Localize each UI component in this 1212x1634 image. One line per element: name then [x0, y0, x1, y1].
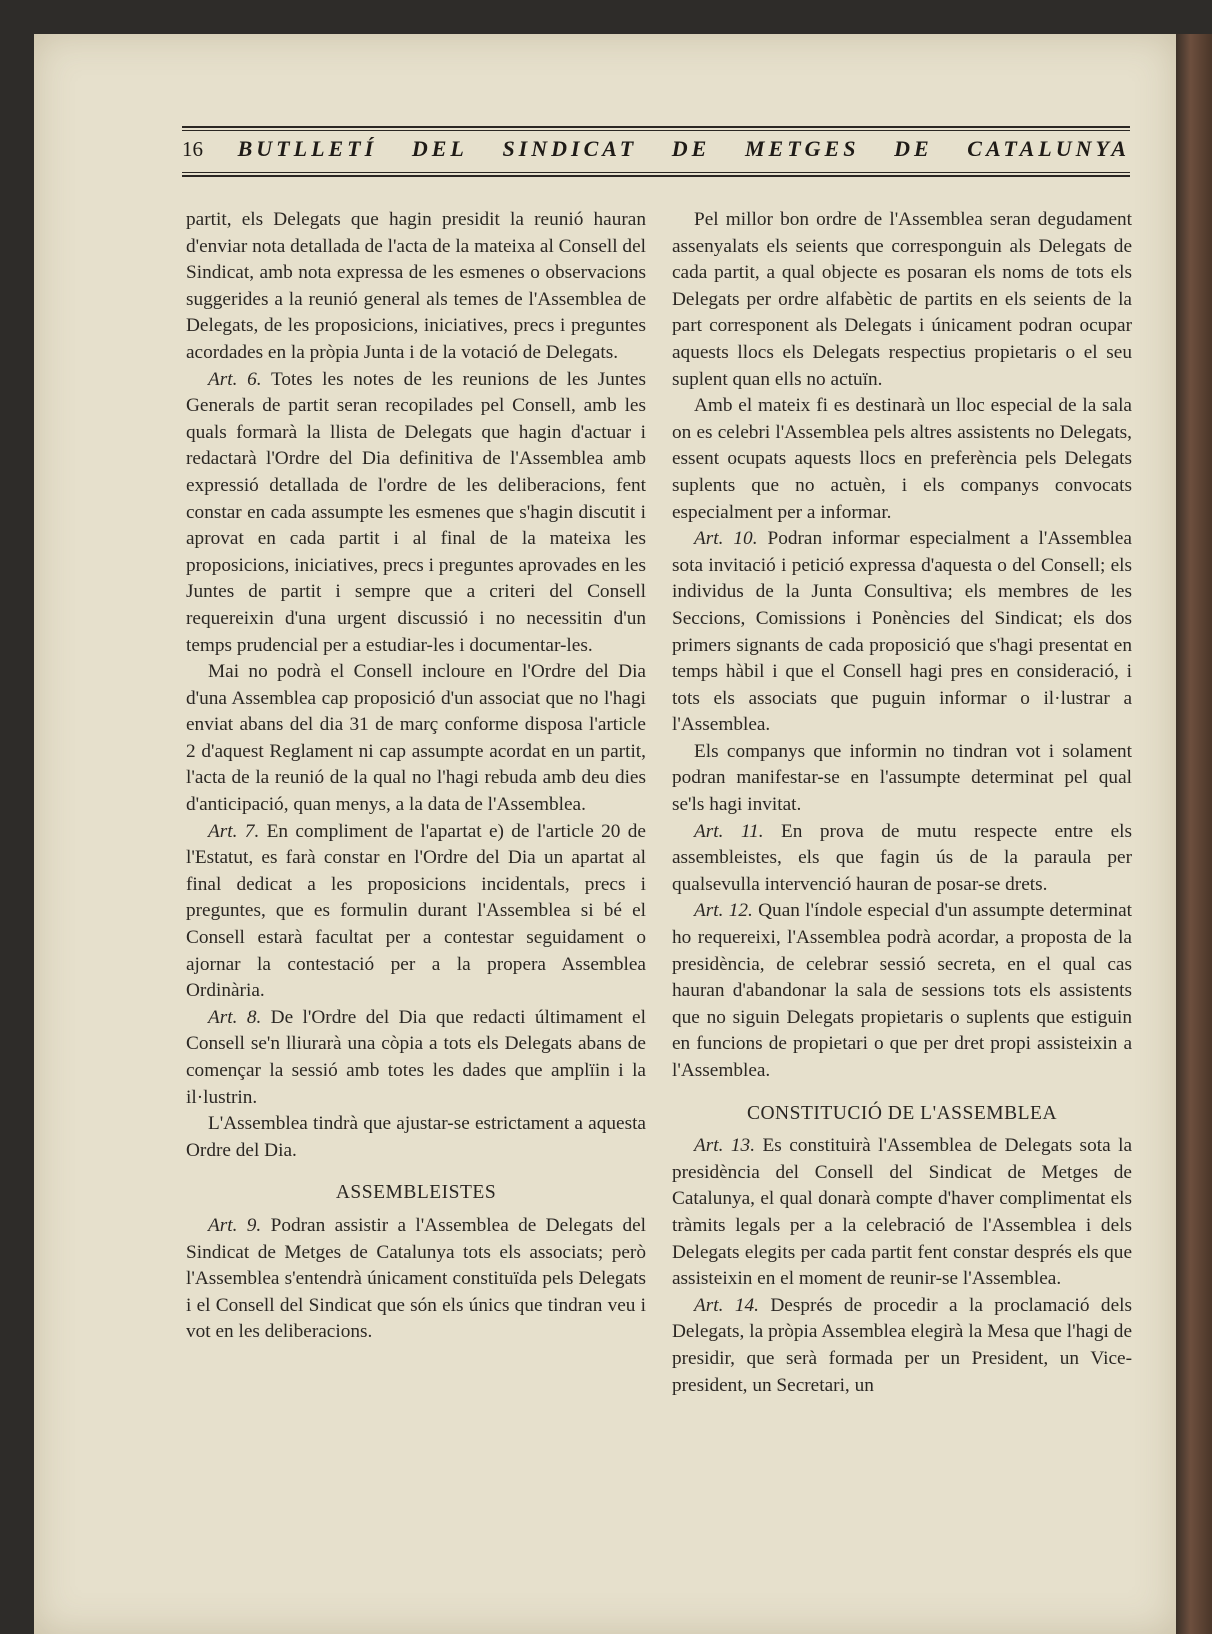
header-word: BUTLLETÍ [237, 136, 378, 161]
paragraph: Pel millor bon ordre de l'Assemblea seran degudament assenyalats els seients que corresponguin als Delegats de cada partit, a qual objecte es posaran els noms de tots els Delegats per ordre alfabètic de partits en els seients de la part corresponent als Delegats i únicament podran ocupar aquests llocs els Delegats respectius propietaris o el seu suplent quan ells no actuïn. [672, 209, 1132, 390]
left-column [186, 207, 646, 1346]
article-label: Art. 6. [208, 368, 262, 390]
article-6 [186, 367, 646, 660]
article-8 [186, 1005, 646, 1111]
header-word: DE [894, 136, 933, 161]
article-text: En prova de mutu respecte entre els assembleistes, els que fagin ús de la paraula per qualsevulla intervenció hauran de posar-se drets. [672, 820, 1132, 895]
article-7 [186, 819, 646, 1005]
article-text: Quan l'índole especial d'un assumpte determinat ho requereixi, l'Assemblea podrà acordar, a proposta de la presidència, de celebrar sessió secreta, en el qual cas hauran d'abandonar la sala de sessions tots els assistents que no siguin Delegats propietaris o suplents que estiguin en funcions de propietari o que per dret propi assisteixin a l'Assemblea. [672, 900, 1132, 1081]
article-text: Podran assistir a l'Assemblea de Delegats del Sindicat de Metges de Catalunya tots els associats; però l'Assemblea s'entendrà únicament constituïda pels Delegats i el Consell del Sindicat que són els únics que tindran veu i vot en les deliberacions. [186, 1214, 646, 1343]
article-label: Art. 11. [694, 820, 764, 842]
header-word: METGES [744, 136, 860, 161]
article-text: Es constituirà l'Assemblea de Delegats sota la presidència del Consell del Sindicat de Metges de Catalunya, el qual donarà compte d'haver complimentat els tràmits legals per a la celebració de l'Assemblea i dels Delegats elegits per cada partit fent constar després els que assisteixin en el moment de reunir-se l'Assemblea. [672, 1135, 1132, 1290]
section-heading: CONSTITUCIÓ DE L'ASSEMBLEA [746, 1102, 1058, 1124]
header-word: CATALUNYA [967, 136, 1130, 161]
article-label: Art. 13. [694, 1135, 756, 1157]
article-14 [672, 1293, 1132, 1399]
article-text: Totes les notes de les reunions de les Juntes Generals de partit seran recopilades pel Consell, amb les quals formarà la llista de Delegats que hagin d'actuar i redactarà l'Ordre del Dia definitiva de l'Assemblea amb expressió detallada de l'ordre de les deliberacions, fent constar en cada assumpte les esmenes que s'hagin discutit i aprovat en cada partit i al final de la mateixa les proposicions, iniciatives, precs i preguntes aprovades en les Juntes de partit i sempre que a criteri del Consell requereixin d'una urgent discussió i no necessitin d'un temps prudencial per a estudiar-les i documentar-les. [186, 368, 646, 656]
section-heading: ASSEMBLEISTES [335, 1182, 497, 1204]
article-12 [672, 898, 1132, 1084]
header-word: SINDICAT [502, 136, 638, 161]
article-text: En compliment de l'apartat e) de l'article 20 de l'Estatut, es farà constar en l'Ordre del Dia un apartat al final dedicat a les proposicions incidentals, precs i preguntes, que es formulin durant l'Assemblea si bé el Consell estarà facultat per a contestar seguidament o ajornar la contestació per a la propera Assemblea Ordinària. [186, 820, 646, 1002]
article-11 [672, 819, 1132, 899]
article-label: Art. 8. [208, 1006, 262, 1028]
article-text: De l'Ordre del Dia que redacti últimament el Consell se'n lliurarà una còpia a tots els Delegats abans de començar la sessió amb totes les dades que amplïin i la il·lustrin. [186, 1006, 646, 1108]
running-header [182, 126, 1130, 180]
right-column [672, 207, 1132, 1399]
book-spine [1176, 34, 1212, 1634]
header-rule-bottom [182, 175, 1130, 177]
header-rule-bottom-thin [182, 172, 1130, 173]
article-label: Art. 14. [694, 1294, 759, 1316]
paragraph: Els companys que informin no tindran vot i solament podran manifestar-se en l'assumpte determinat pel qual se'ls hagi invitat. [672, 740, 1132, 816]
paragraph: partit, els Delegats que hagin presidit la reunió hauran d'enviar nota detallada de l'acta de la mateixa al Consell del Sindicat, amb nota expressa de les esmenes o observacions suggerides a la reunió general als temes de l'Assemblea de Delegats, de les proposicions, iniciatives, precs i preguntes acordades en la pròpia Junta i de la votació de Delegats. [186, 209, 646, 363]
article-10 [672, 526, 1132, 739]
article-9 [186, 1213, 646, 1346]
header-rule-top-thin [182, 130, 1130, 131]
article-label: Art. 10. [694, 528, 758, 550]
paragraph: Mai no podrà el Consell incloure en l'Ordre del Dia d'una Assemblea cap proposició d'un associat que no l'hagi enviat abans del dia 31 de març conforme disposa l'article 2 d'aquest Reglament ni cap assumpte acordat en un partit, l'acta de la reunió de la qual no l'hagi rebuda amb deu dies d'anticipació, quan menys, a la data de l'Assemblea. [186, 661, 646, 816]
header-word: DE [671, 136, 711, 161]
article-text: Podran informar especialment a l'Assemblea sota invitació i petició expressa d'aquesta o del Consell; els individus de la Junta Consultiva; els membres de les Seccions, Comissions i Ponències del Sindicat; els dos primers signants de cada proposició que s'hagi presentat en temps hàbil i que el Consell hagi pres en consideració, i tots els associats que puguin informar o il·lustrar a l'Assemblea. [672, 528, 1132, 736]
header-word: DEL [411, 136, 468, 161]
paragraph: L'Assemblea tindrà que ajustar-se estrictament a aquesta Ordre del Dia. [186, 1113, 646, 1161]
article-label: Art. 7. [208, 820, 260, 842]
article-label: Art. 12. [694, 900, 753, 922]
article-13 [672, 1133, 1132, 1293]
paragraph: Amb el mateix fi es destinarà un lloc especial de la sala on es celebri l'Assemblea pels altres assistents no Delegats, essent ocupats aquests llocs en preferència pels Delegats suplents que no actuèn, i els companys convocats especialment per a informar. [672, 395, 1132, 523]
article-label: Art. 9. [208, 1214, 262, 1236]
article-text: Després de procedir a la proclamació dels Delegats, la pròpia Assemblea elegirà la Mesa que l'hagi de presidir, que serà formada per un President, un Vice-president, un Secretari, un [672, 1294, 1132, 1396]
header-rule-top [182, 126, 1130, 128]
page-number: 16 [182, 137, 203, 161]
